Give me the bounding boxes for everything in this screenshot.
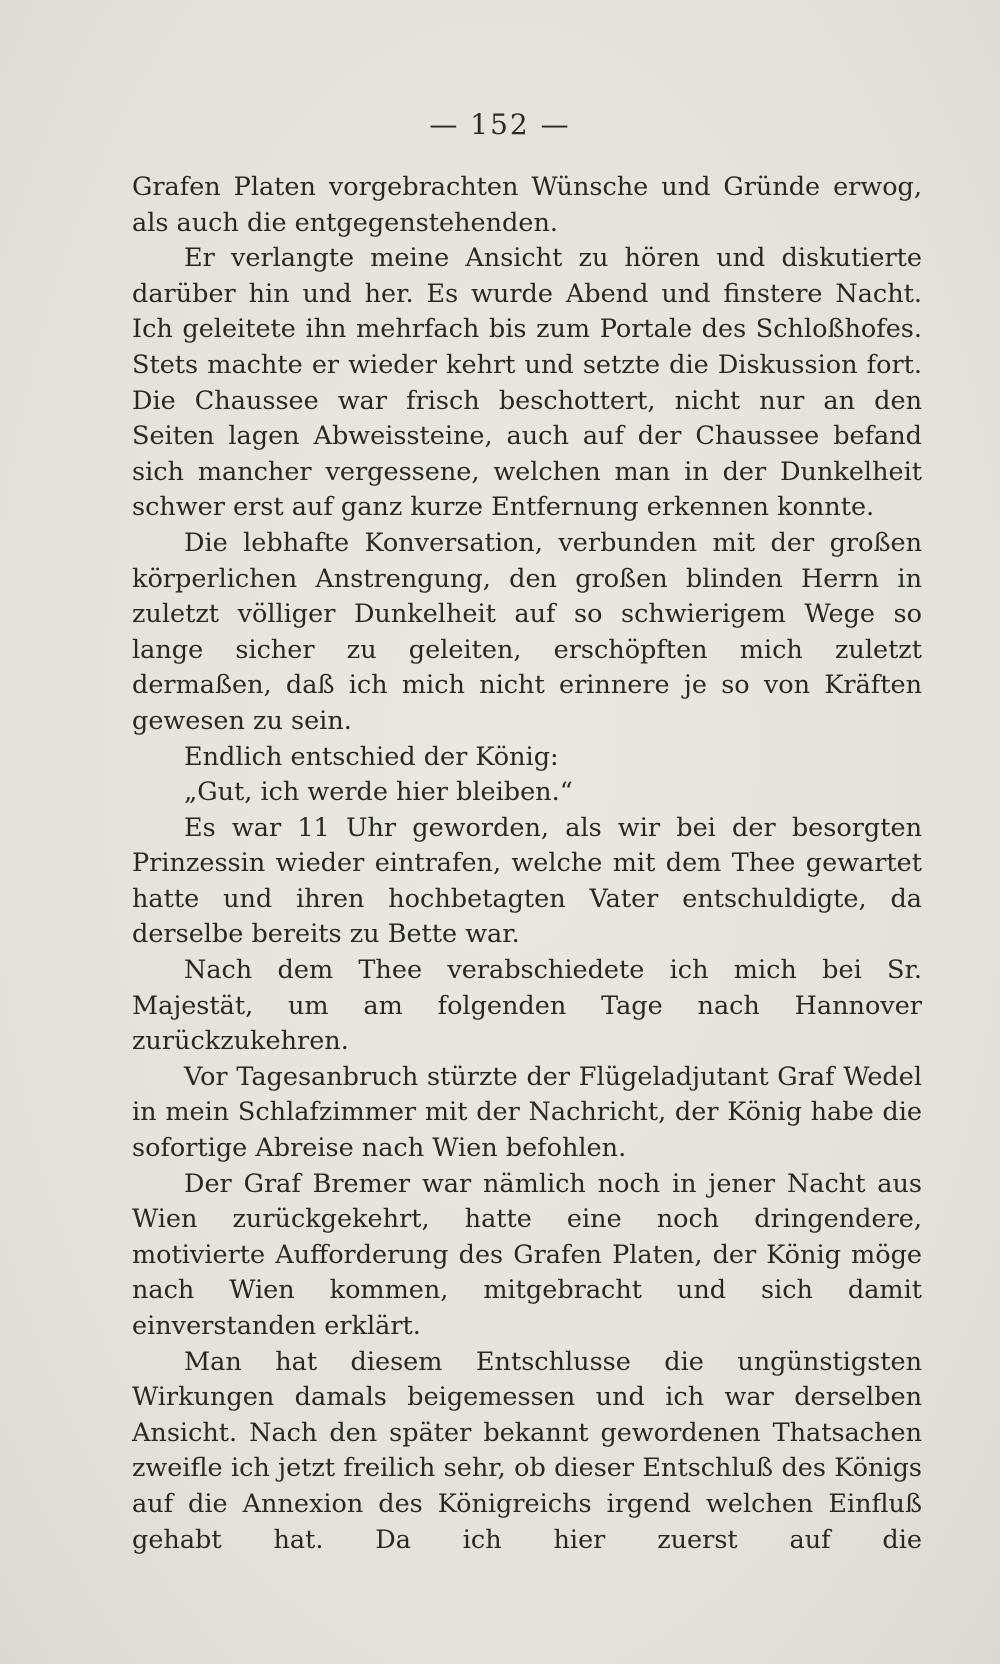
paragraph-8: Der Graf Bremer war nämlich noch in jener Nacht aus Wien zurückgekehrt, hatte eine noch dringendere, motivierte Aufforderung des Grafen Platen, der König möge nach Wien kommen, mitgebracht und sich damit einverstanden erklärt.	[132, 1168, 922, 1341]
paragraph-7: Vor Tagesanbruch stürzte der Flügeladjutant Graf Wedel in mein Schlafzimmer mit der Nachricht, der König habe die sofortige Abreise nach Wien befohlen.	[132, 1061, 922, 1164]
body-text	[132, 170, 922, 1558]
page-number: — 152 —	[429, 108, 571, 141]
paragraph-1: Grafen Platen vorgebrachten Wünsche und Gründe erwog, als auch die entgegenstehenden.	[132, 172, 922, 238]
quote-line: „Gut, ich werde hier bleiben.“	[184, 777, 573, 808]
paragraph-4: Endlich entschied der König:	[184, 741, 559, 772]
paragraph-6: Nach dem Thee verabschiedete ich mich bei Sr. Majestät, um am folgenden Tage nach Hannover zurückzukehren.	[132, 955, 922, 1057]
paragraph-2: Er verlangte meine Ansicht zu hören und diskutierte darüber hin und her. Es wurde Abend und finstere Nacht. Ich geleitete ihn mehrfach bis zum Portale des Schloßhofes. Stets machte er wieder kehrt und setzte die Diskussion fort. Die Chaussee war frisch beschottert, nicht nur an den Seiten lagen Abweissteine, auch auf der Chaussee befand sich mancher vergessene, welchen man in der Dunkelheit schwer erst auf ganz kurze Entfernung erkennen konnte.	[132, 243, 922, 523]
paragraph-3: Die lebhafte Konversation, verbunden mit der großen körperlichen Anstrengung, den großen blinden Herrn in zuletzt völliger Dunkelheit auf so schwierigem Wege so lange sicher zu geleiten, erschöpften mich zuletzt dermaßen, daß ich mich nicht erinnere je so von Kräften gewesen zu sein.	[132, 527, 922, 736]
paragraph-9: Man hat diesem Entschlusse die ungünstigsten Wirkungen damals beigemessen und ich war derselben Ansicht. Nach den später bekannt gewordenen Thatsachen zweifle ich jetzt freilich sehr, ob dieser Entschluß des Königs auf die Annexion des Königreichs irgend welchen Einfluß gehabt hat. Da ich hier zuerst auf die	[132, 1346, 922, 1555]
paragraph-5: Es war 11 Uhr geworden, als wir bei der besorgten Prinzessin wieder eintrafen, welche mit dem Thee gewartet hatte und ihren hochbetagten Vater entschuldigte, da derselbe bereits zu Bette war.	[132, 812, 922, 950]
